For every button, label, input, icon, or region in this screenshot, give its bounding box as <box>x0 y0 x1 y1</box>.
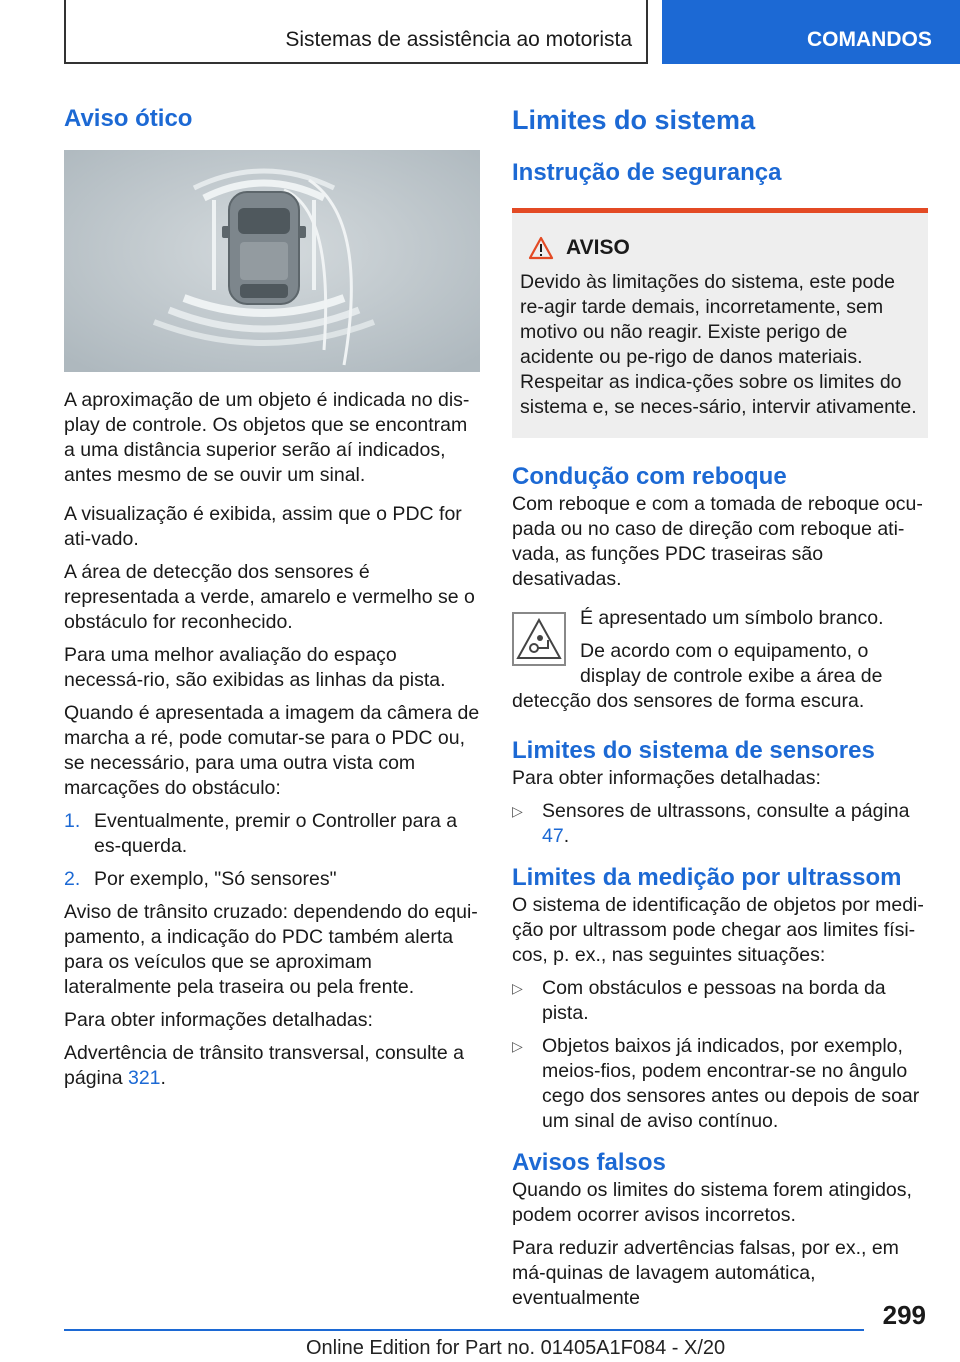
trailer-warning-icon <box>514 614 564 664</box>
bullet-triangle-icon: ▷ <box>512 1038 523 1054</box>
step-text: Por exemplo, "Só sensores" <box>94 868 337 890</box>
right-column <box>512 104 928 1319</box>
car-top-view-icon <box>64 150 480 372</box>
pdc-display-illustration <box>64 150 480 372</box>
left-column <box>64 104 480 1099</box>
heading-system-limits: Limites do sistema <box>512 105 756 135</box>
heading-ultrasound-limits: Limites da medição por ultrassom <box>512 864 902 891</box>
heading-visual-warning: Aviso ótico <box>64 105 193 132</box>
paragraph: Quando os limites do sistema forem atingidos, podem ocorrer avisos incorretos. <box>512 1179 912 1226</box>
paragraph: Para obter informações detalhadas: <box>64 1009 373 1031</box>
step-number: 1. <box>64 810 81 832</box>
paragraph: Para obter informações detalhadas: <box>512 767 821 789</box>
list-item <box>64 867 480 892</box>
heading-towing: Condução com reboque <box>512 463 787 490</box>
paragraph: O sistema de identificação de objetos por medi-ção por ultrassom pode chegar aos limites físi-cos, p. ex., nas seguintes situações: <box>512 894 924 966</box>
step-number: 2. <box>64 868 81 890</box>
page-link[interactable]: 47 <box>542 825 564 847</box>
tow-symbol-block <box>512 606 928 722</box>
paragraph: Quando é apresentada a imagem da câmera de marcha a ré, pode comutar-se para o PDC ou, se necessário, para uma outra vista com marcações do obstáculo: <box>64 702 480 799</box>
paragraph: Com reboque e com a tomada de reboque ocu-pada ou no caso de direção com reboque ati-vada, as funções PDC traseiras são desativadas. <box>512 493 923 590</box>
punctuation: . <box>563 825 570 847</box>
list-item <box>512 976 928 1026</box>
warning-header <box>520 235 918 260</box>
paragraph: De acordo com o equipamento, o display de controle exibe a área de detecção dos sensores de forma escura. <box>512 640 883 712</box>
item-text: Objetos baixos já indicados, por exemplo, meios-fios, podem encontrar-se no ângulo cego dos sensores antes ou depois de soar um sinal de aviso contínuo. <box>542 1035 920 1132</box>
step-text: Eventualmente, premir o Controller para a es-querda. <box>94 810 458 857</box>
warning-title: AVISO <box>566 236 630 259</box>
paragraph: Para uma melhor avaliação do espaço necessá-rio, são exibidas as linhas da pista. <box>64 644 446 691</box>
paragraph-with-link <box>64 1041 480 1091</box>
chapter-tab[interactable]: COMANDOS <box>662 0 960 64</box>
paragraph: A visualização é exibida, assim que o PDC for ati-vado. <box>64 503 462 550</box>
section-title: Sistemas de assistência ao motorista <box>285 28 632 51</box>
warning-box <box>512 208 928 438</box>
bullet-triangle-icon: ▷ <box>512 980 523 996</box>
heading-false-warnings: Avisos falsos <box>512 1149 666 1176</box>
edition-footer: Online Edition for Part no. 01405A1F084 - X/20 <box>306 1337 726 1359</box>
footer-divider <box>64 1329 864 1331</box>
paragraph: É apresentado um símbolo branco. <box>580 607 884 629</box>
item-text: Com obstáculos e pessoas na borda da pista. <box>542 977 886 1024</box>
bullet-triangle-icon: ▷ <box>512 803 523 819</box>
warning-triangle-icon <box>528 236 554 260</box>
reference-text: Advertência de trânsito transversal, consulte a página <box>64 1042 464 1089</box>
page-number: 299 <box>882 1300 926 1330</box>
list-item <box>512 799 928 849</box>
header-frame <box>64 0 648 64</box>
page-link[interactable]: 321 <box>127 1067 161 1089</box>
list-item <box>512 1034 928 1134</box>
tow-symbol <box>512 612 566 666</box>
paragraph: A aproximação de um objeto é indicada no dis-play de controle. Os objetos que se encontram a uma distância superior serão aí indicados, antes mesmo de se ouvir um sinal. <box>64 389 470 486</box>
list-item <box>64 809 480 859</box>
warning-text: Devido às limitações do sistema, este pode re-agir tarde demais, incorretamente, sem motivo ou não reagir. Existe perigo de acidente ou pe-rigo de danos materiais. Respeitar as indica-ções sobre os limites do sistema e, se neces-sário, intervir ativamente. <box>520 271 917 418</box>
paragraph: Aviso de trânsito cruzado: dependendo do equi-pamento, a indicação do PDC também alerta para os veículos que se aproximam lateralmente pela traseira ou pela frente. <box>64 901 478 998</box>
heading-safety-instruction: Instrução de segurança <box>512 159 782 186</box>
punctuation: . <box>160 1067 166 1089</box>
paragraph: A área de detecção dos sensores é representada a verde, amarelo e vermelho se o obstáculo for reconhecido. <box>64 561 475 633</box>
paragraph: Para reduzir advertências falsas, por ex., em má-quinas de lavagem automática, eventualmente <box>512 1237 899 1309</box>
heading-sensor-limits: Limites do sistema de sensores <box>512 737 875 764</box>
item-text: Sensores de ultrassons, consulte a página <box>542 800 910 822</box>
